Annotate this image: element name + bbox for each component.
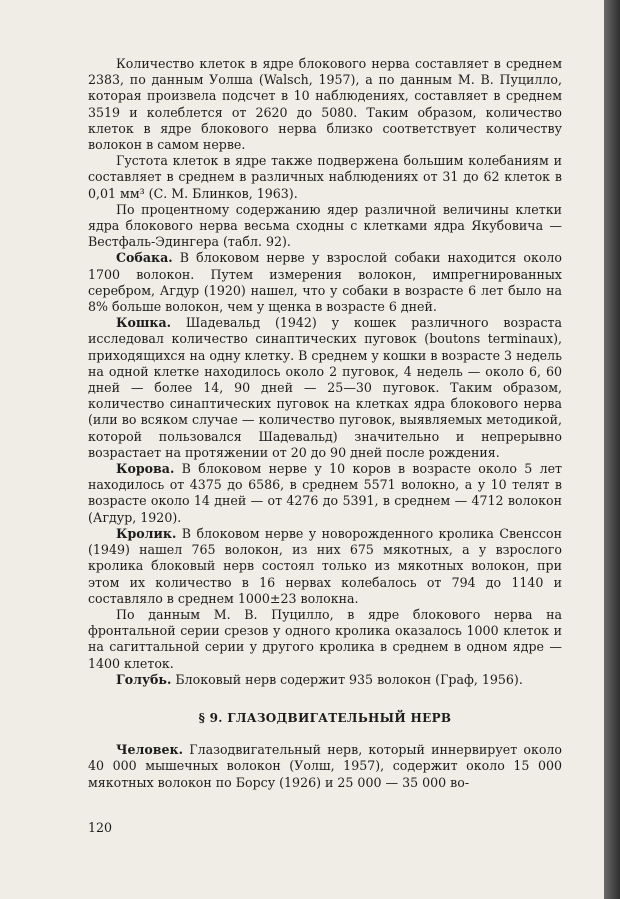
paragraph-lead: Корова. xyxy=(116,461,175,477)
paragraph: Количество клеток в ядре блокового нерва составляет в среднем 2383, по данным Уолша (Walsch, 1957), а по данным М. В. Пуцилло, которая произвела подсчет в 10 наблюдениях, составляет в среднем 3519 и колеблется от 2620 до 5080. Таким образом, количество клеток в ядре блокового нерва близко соответствует количеству волокон в самом нерве. xyxy=(88,56,562,153)
paragraph-dog: Собака. В блоковом нерве у взрослой собаки находится около 1700 волокон. Путем измерения волокон, импрегнированных серебром, Агдур (1920) нашел, что у собаки в возрасте 6 лет было на 8% больше волокон, чем у щенка в возрасте 6 дней. xyxy=(88,250,562,315)
paragraph-rabbit: Кролик. В блоковом нерве у новорожденного кролика Свенссон (1949) нашел 765 волокон, из них 675 мякотных, а у взрослого кролика блоковый нерв состоял только из мякотных волокон, при этом их количество в 16 нервах колебалось от 794 до 1140 и составляло в среднем 1000±23 волокна. xyxy=(88,525,562,606)
paragraph-lead: Кошка. xyxy=(116,315,172,331)
paragraph-pigeon: Голубь. Блоковый нерв содержит 935 волокон (Граф, 1956). xyxy=(116,671,523,687)
section-heading: § 9. ГЛАЗОДВИГАТЕЛЬНЫЙ НЕРВ xyxy=(198,710,452,725)
page-text xyxy=(88,56,562,791)
page-edge-shadow xyxy=(604,0,620,899)
paragraph: Густота клеток в ядре также подвержена большим колебаниям и составляет в среднем в различных наблюдениях от 31 до 62 клеток в 0,01 мм³ (С. М. Блинков, 1963). xyxy=(88,153,562,201)
paragraph-lead: Голубь. xyxy=(116,671,172,687)
paragraph: По данным М. В. Пуцилло, в ядре блокового нерва на фронтальной серии срезов у одного кролика оказалось 1000 клеток и на сагиттальной серии у другого кролика в среднем в одном ядре — 1400 клеток. xyxy=(88,606,562,671)
paragraph: По процентному содержанию ядер различной величины клетки ядра блокового нерва весьма сходны с клетками ядра Якубовича — Вестфаль-Эдингера (табл. 92). xyxy=(88,201,562,250)
paragraph-cow: Корова. В блоковом нерве у 10 коров в возрасте около 5 лет находилось от 4375 до 6586, в среднем 5571 волокно, а у 10 телят в возрасте около 14 дней — от 4276 до 5391, в среднем — 4712 волокон (Агдур, 1920). xyxy=(88,461,562,525)
paragraph-human: Человек. Глазодвигательный нерв, который иннервирует около 40 000 мышечных волокон (Уолш, 1957), содержит около 15 000 мякотных волокон по Борсу (1926) и 25 000 — 35 000 во- xyxy=(88,742,562,790)
paragraph-cat: Кошка. Шадевальд (1942) у кошек различного возраста исследовал количество синаптических пуговок (boutons terminaux), приходящихся на одну клетку. В среднем у кошки в возрасте 3 недель на одной клетке находилось около 2 пуговок, 4 недель — около 6, 60 дней — более 14, 90 дней — 25—30 пуговок. Таким образом, количество синаптических пуговок на клетках ядра блокового нерва (или во всяком случае — количество пуговок, выявляемых методикой, которой пользовался Шадевальд) значительно и непрерывно возрастает на протяжении от 20 до 90 дней после рождения. xyxy=(88,315,562,460)
paragraph-lead: Кролик. xyxy=(116,525,177,541)
paragraph-lead: Человек. xyxy=(116,742,184,758)
page-number: 120 xyxy=(88,820,113,835)
paragraph-lead: Собака. xyxy=(116,250,173,266)
